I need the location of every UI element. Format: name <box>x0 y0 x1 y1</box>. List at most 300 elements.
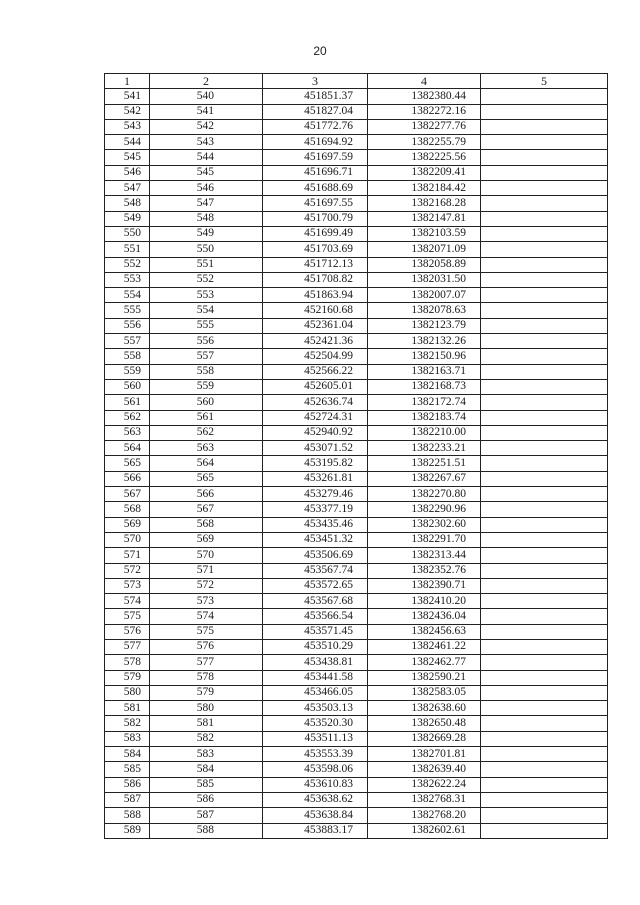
y-coordinate-cell: 1382277.76 <box>368 119 481 134</box>
y-coordinate-cell: 1382590.21 <box>368 670 481 685</box>
y-coordinate-cell: 1382147.81 <box>368 211 481 226</box>
table-row <box>105 517 608 532</box>
x-coordinate-cell: 453572.65 <box>263 578 368 593</box>
notes-cell <box>481 502 608 517</box>
y-coordinate-cell: 1382701.81 <box>368 747 481 762</box>
prev-point-cell: 569 <box>150 532 263 547</box>
notes-cell <box>481 456 608 471</box>
y-coordinate-cell: 1382583.05 <box>368 685 481 700</box>
notes-cell <box>481 685 608 700</box>
y-coordinate-cell: 1382291.70 <box>368 532 481 547</box>
x-coordinate-cell: 453566.54 <box>263 609 368 624</box>
notes-cell <box>481 318 608 333</box>
notes-cell <box>481 196 608 211</box>
prev-point-cell: 578 <box>150 670 263 685</box>
y-coordinate-cell: 1382168.28 <box>368 196 481 211</box>
notes-cell <box>481 349 608 364</box>
table-row <box>105 288 608 303</box>
notes-cell <box>481 792 608 807</box>
x-coordinate-cell: 453638.84 <box>263 808 368 823</box>
notes-cell <box>481 303 608 318</box>
point-number-cell: 551 <box>105 242 150 257</box>
point-number-cell: 572 <box>105 563 150 578</box>
x-coordinate-cell: 453466.05 <box>263 685 368 700</box>
x-coordinate-cell: 452724.31 <box>263 410 368 425</box>
y-coordinate-cell: 1382172.74 <box>368 395 481 410</box>
prev-point-cell: 560 <box>150 395 263 410</box>
y-coordinate-cell: 1382103.59 <box>368 226 481 241</box>
column-header-5: 5 <box>481 74 608 89</box>
prev-point-cell: 546 <box>150 181 263 196</box>
point-number-cell: 559 <box>105 364 150 379</box>
point-number-cell: 541 <box>105 89 150 104</box>
notes-cell <box>481 548 608 563</box>
table-row <box>105 334 608 349</box>
x-coordinate-cell: 451708.82 <box>263 272 368 287</box>
y-coordinate-cell: 1382270.80 <box>368 487 481 502</box>
prev-point-cell: 540 <box>150 89 263 104</box>
y-coordinate-cell: 1382031.50 <box>368 272 481 287</box>
notes-cell <box>481 395 608 410</box>
prev-point-cell: 563 <box>150 441 263 456</box>
point-number-cell: 579 <box>105 670 150 685</box>
table-row <box>105 135 608 150</box>
point-number-cell: 577 <box>105 639 150 654</box>
column-header-4: 4 <box>368 74 481 89</box>
x-coordinate-cell: 451863.94 <box>263 288 368 303</box>
prev-point-cell: 583 <box>150 747 263 762</box>
y-coordinate-cell: 1382251.51 <box>368 456 481 471</box>
x-coordinate-cell: 453553.39 <box>263 747 368 762</box>
point-number-cell: 544 <box>105 135 150 150</box>
table-row <box>105 364 608 379</box>
x-coordinate-cell: 452504.99 <box>263 349 368 364</box>
page-number: 20 <box>313 44 327 58</box>
x-coordinate-cell: 451851.37 <box>263 89 368 104</box>
table-row <box>105 379 608 394</box>
header-row <box>105 74 608 89</box>
point-number-cell: 553 <box>105 272 150 287</box>
prev-point-cell: 580 <box>150 701 263 716</box>
table-row <box>105 594 608 609</box>
prev-point-cell: 562 <box>150 425 263 440</box>
y-coordinate-cell: 1382461.22 <box>368 639 481 654</box>
point-number-cell: 560 <box>105 379 150 394</box>
x-coordinate-cell: 453510.29 <box>263 639 368 654</box>
notes-cell <box>481 119 608 134</box>
y-coordinate-cell: 1382436.04 <box>368 609 481 624</box>
x-coordinate-cell: 451697.59 <box>263 150 368 165</box>
y-coordinate-cell: 1382302.60 <box>368 517 481 532</box>
x-coordinate-cell: 453503.13 <box>263 701 368 716</box>
point-number-cell: 580 <box>105 685 150 700</box>
prev-point-cell: 561 <box>150 410 263 425</box>
table-row <box>105 792 608 807</box>
prev-point-cell: 541 <box>150 104 263 119</box>
prev-point-cell: 567 <box>150 502 263 517</box>
column-header-1: 1 <box>105 74 150 89</box>
x-coordinate-cell: 451827.04 <box>263 104 368 119</box>
table-row <box>105 257 608 272</box>
x-coordinate-cell: 452160.68 <box>263 303 368 318</box>
y-coordinate-cell: 1382210.00 <box>368 425 481 440</box>
point-number-cell: 587 <box>105 792 150 807</box>
point-number-cell: 565 <box>105 456 150 471</box>
notes-cell <box>481 532 608 547</box>
notes-cell <box>481 563 608 578</box>
notes-cell <box>481 701 608 716</box>
table-row <box>105 578 608 593</box>
notes-cell <box>481 716 608 731</box>
notes-cell <box>481 181 608 196</box>
notes-cell <box>481 670 608 685</box>
notes-cell <box>481 517 608 532</box>
y-coordinate-cell: 1382410.20 <box>368 594 481 609</box>
notes-cell <box>481 639 608 654</box>
x-coordinate-cell: 452566.22 <box>263 364 368 379</box>
notes-cell <box>481 441 608 456</box>
table-row <box>105 196 608 211</box>
x-coordinate-cell: 453567.68 <box>263 594 368 609</box>
y-coordinate-cell: 1382390.71 <box>368 578 481 593</box>
prev-point-cell: 579 <box>150 685 263 700</box>
y-coordinate-cell: 1382150.96 <box>368 349 481 364</box>
y-coordinate-cell: 1382255.79 <box>368 135 481 150</box>
y-coordinate-cell: 1382267.67 <box>368 471 481 486</box>
point-number-cell: 574 <box>105 594 150 609</box>
y-coordinate-cell: 1382184.42 <box>368 181 481 196</box>
point-number-cell: 546 <box>105 165 150 180</box>
table-row <box>105 211 608 226</box>
point-number-cell: 589 <box>105 823 150 838</box>
prev-point-cell: 568 <box>150 517 263 532</box>
point-number-cell: 557 <box>105 334 150 349</box>
coordinates-table <box>104 73 608 839</box>
point-number-cell: 573 <box>105 578 150 593</box>
table-row <box>105 410 608 425</box>
x-coordinate-cell: 451696.71 <box>263 165 368 180</box>
x-coordinate-cell: 453598.06 <box>263 762 368 777</box>
point-number-cell: 581 <box>105 701 150 716</box>
x-coordinate-cell: 453441.58 <box>263 670 368 685</box>
table-row <box>105 716 608 731</box>
table-row <box>105 150 608 165</box>
x-coordinate-cell: 453567.74 <box>263 563 368 578</box>
notes-cell <box>481 257 608 272</box>
x-coordinate-cell: 452361.04 <box>263 318 368 333</box>
y-coordinate-cell: 1382209.41 <box>368 165 481 180</box>
table-row <box>105 655 608 670</box>
point-number-cell: 571 <box>105 548 150 563</box>
y-coordinate-cell: 1382650.48 <box>368 716 481 731</box>
prev-point-cell: 587 <box>150 808 263 823</box>
table-row <box>105 762 608 777</box>
point-number-cell: 550 <box>105 226 150 241</box>
point-number-cell: 549 <box>105 211 150 226</box>
notes-cell <box>481 609 608 624</box>
table-row <box>105 685 608 700</box>
prev-point-cell: 585 <box>150 777 263 792</box>
notes-cell <box>481 242 608 257</box>
notes-cell <box>481 487 608 502</box>
notes-cell <box>481 410 608 425</box>
notes-cell <box>481 777 608 792</box>
y-coordinate-cell: 1382638.60 <box>368 701 481 716</box>
y-coordinate-cell: 1382272.16 <box>368 104 481 119</box>
y-coordinate-cell: 1382123.79 <box>368 318 481 333</box>
notes-cell <box>481 594 608 609</box>
prev-point-cell: 548 <box>150 211 263 226</box>
y-coordinate-cell: 1382078.63 <box>368 303 481 318</box>
prev-point-cell: 574 <box>150 609 263 624</box>
prev-point-cell: 559 <box>150 379 263 394</box>
table-row <box>105 609 608 624</box>
x-coordinate-cell: 451772.76 <box>263 119 368 134</box>
point-number-cell: 556 <box>105 318 150 333</box>
table-row <box>105 808 608 823</box>
point-number-cell: 547 <box>105 181 150 196</box>
point-number-cell: 567 <box>105 487 150 502</box>
x-coordinate-cell: 452605.01 <box>263 379 368 394</box>
point-number-cell: 568 <box>105 502 150 517</box>
notes-cell <box>481 226 608 241</box>
prev-point-cell: 584 <box>150 762 263 777</box>
y-coordinate-cell: 1382602.61 <box>368 823 481 838</box>
y-coordinate-cell: 1382071.09 <box>368 242 481 257</box>
table-row <box>105 242 608 257</box>
x-coordinate-cell: 452636.74 <box>263 395 368 410</box>
y-coordinate-cell: 1382132.26 <box>368 334 481 349</box>
x-coordinate-cell: 452421.36 <box>263 334 368 349</box>
notes-cell <box>481 211 608 226</box>
table-row <box>105 502 608 517</box>
table-row <box>105 639 608 654</box>
point-number-cell: 570 <box>105 532 150 547</box>
table-row <box>105 119 608 134</box>
notes-cell <box>481 425 608 440</box>
table-row <box>105 563 608 578</box>
point-number-cell: 575 <box>105 609 150 624</box>
x-coordinate-cell: 451703.69 <box>263 242 368 257</box>
table-row <box>105 318 608 333</box>
table-row <box>105 670 608 685</box>
table-row <box>105 532 608 547</box>
prev-point-cell: 554 <box>150 303 263 318</box>
x-coordinate-cell: 453435.46 <box>263 517 368 532</box>
y-coordinate-cell: 1382456.63 <box>368 624 481 639</box>
y-coordinate-cell: 1382462.77 <box>368 655 481 670</box>
x-coordinate-cell: 451712.13 <box>263 257 368 272</box>
prev-point-cell: 582 <box>150 731 263 746</box>
x-coordinate-cell: 453261.81 <box>263 471 368 486</box>
point-number-cell: 586 <box>105 777 150 792</box>
y-coordinate-cell: 1382768.31 <box>368 792 481 807</box>
notes-cell <box>481 471 608 486</box>
notes-cell <box>481 823 608 838</box>
y-coordinate-cell: 1382313.44 <box>368 548 481 563</box>
x-coordinate-cell: 451694.92 <box>263 135 368 150</box>
table-row <box>105 349 608 364</box>
x-coordinate-cell: 451699.49 <box>263 226 368 241</box>
notes-cell <box>481 135 608 150</box>
table-row <box>105 89 608 104</box>
x-coordinate-cell: 453506.69 <box>263 548 368 563</box>
table-row <box>105 747 608 762</box>
table-row <box>105 548 608 563</box>
y-coordinate-cell: 1382163.71 <box>368 364 481 379</box>
table-row <box>105 425 608 440</box>
prev-point-cell: 551 <box>150 257 263 272</box>
prev-point-cell: 558 <box>150 364 263 379</box>
prev-point-cell: 543 <box>150 135 263 150</box>
point-number-cell: 584 <box>105 747 150 762</box>
y-coordinate-cell: 1382183.74 <box>368 410 481 425</box>
column-header-3: 3 <box>263 74 368 89</box>
point-number-cell: 548 <box>105 196 150 211</box>
point-number-cell: 583 <box>105 731 150 746</box>
notes-cell <box>481 150 608 165</box>
point-number-cell: 566 <box>105 471 150 486</box>
table-row <box>105 272 608 287</box>
table-row <box>105 165 608 180</box>
x-coordinate-cell: 453377.19 <box>263 502 368 517</box>
x-coordinate-cell: 451700.79 <box>263 211 368 226</box>
prev-point-cell: 588 <box>150 823 263 838</box>
table-row <box>105 701 608 716</box>
prev-point-cell: 565 <box>150 471 263 486</box>
point-number-cell: 588 <box>105 808 150 823</box>
y-coordinate-cell: 1382225.56 <box>368 150 481 165</box>
prev-point-cell: 564 <box>150 456 263 471</box>
prev-point-cell: 557 <box>150 349 263 364</box>
x-coordinate-cell: 451688.69 <box>263 181 368 196</box>
prev-point-cell: 553 <box>150 288 263 303</box>
notes-cell <box>481 731 608 746</box>
notes-cell <box>481 288 608 303</box>
y-coordinate-cell: 1382168.73 <box>368 379 481 394</box>
x-coordinate-cell: 451697.55 <box>263 196 368 211</box>
y-coordinate-cell: 1382058.89 <box>368 257 481 272</box>
y-coordinate-cell: 1382007.07 <box>368 288 481 303</box>
point-number-cell: 558 <box>105 349 150 364</box>
notes-cell <box>481 808 608 823</box>
point-number-cell: 562 <box>105 410 150 425</box>
point-number-cell: 545 <box>105 150 150 165</box>
prev-point-cell: 570 <box>150 548 263 563</box>
prev-point-cell: 542 <box>150 119 263 134</box>
notes-cell <box>481 762 608 777</box>
prev-point-cell: 576 <box>150 639 263 654</box>
table-row <box>105 303 608 318</box>
table-row <box>105 777 608 792</box>
table-row <box>105 471 608 486</box>
point-number-cell: 542 <box>105 104 150 119</box>
notes-cell <box>481 655 608 670</box>
prev-point-cell: 549 <box>150 226 263 241</box>
prev-point-cell: 571 <box>150 563 263 578</box>
point-number-cell: 561 <box>105 395 150 410</box>
point-number-cell: 585 <box>105 762 150 777</box>
point-number-cell: 555 <box>105 303 150 318</box>
x-coordinate-cell: 453071.52 <box>263 441 368 456</box>
point-number-cell: 564 <box>105 441 150 456</box>
notes-cell <box>481 379 608 394</box>
notes-cell <box>481 272 608 287</box>
notes-cell <box>481 364 608 379</box>
table-row <box>105 226 608 241</box>
point-number-cell: 569 <box>105 517 150 532</box>
x-coordinate-cell: 453571.45 <box>263 624 368 639</box>
y-coordinate-cell: 1382669.28 <box>368 731 481 746</box>
x-coordinate-cell: 453438.81 <box>263 655 368 670</box>
x-coordinate-cell: 453195.82 <box>263 456 368 471</box>
x-coordinate-cell: 453511.13 <box>263 731 368 746</box>
point-number-cell: 582 <box>105 716 150 731</box>
x-coordinate-cell: 453883.17 <box>263 823 368 838</box>
table-row <box>105 441 608 456</box>
prev-point-cell: 552 <box>150 272 263 287</box>
column-header-2: 2 <box>150 74 263 89</box>
table-row <box>105 731 608 746</box>
x-coordinate-cell: 453451.32 <box>263 532 368 547</box>
x-coordinate-cell: 453638.62 <box>263 792 368 807</box>
notes-cell <box>481 104 608 119</box>
notes-cell <box>481 747 608 762</box>
table-row <box>105 456 608 471</box>
point-number-cell: 543 <box>105 119 150 134</box>
y-coordinate-cell: 1382768.20 <box>368 808 481 823</box>
prev-point-cell: 545 <box>150 165 263 180</box>
y-coordinate-cell: 1382233.21 <box>368 441 481 456</box>
prev-point-cell: 566 <box>150 487 263 502</box>
prev-point-cell: 555 <box>150 318 263 333</box>
prev-point-cell: 556 <box>150 334 263 349</box>
table-row <box>105 104 608 119</box>
point-number-cell: 552 <box>105 257 150 272</box>
y-coordinate-cell: 1382622.24 <box>368 777 481 792</box>
prev-point-cell: 581 <box>150 716 263 731</box>
notes-cell <box>481 624 608 639</box>
prev-point-cell: 544 <box>150 150 263 165</box>
table-row <box>105 395 608 410</box>
y-coordinate-cell: 1382352.76 <box>368 563 481 578</box>
table-row <box>105 624 608 639</box>
prev-point-cell: 547 <box>150 196 263 211</box>
y-coordinate-cell: 1382290.96 <box>368 502 481 517</box>
table-row <box>105 823 608 838</box>
prev-point-cell: 573 <box>150 594 263 609</box>
prev-point-cell: 586 <box>150 792 263 807</box>
notes-cell <box>481 89 608 104</box>
prev-point-cell: 575 <box>150 624 263 639</box>
x-coordinate-cell: 453520.30 <box>263 716 368 731</box>
x-coordinate-cell: 453279.46 <box>263 487 368 502</box>
notes-cell <box>481 165 608 180</box>
prev-point-cell: 550 <box>150 242 263 257</box>
y-coordinate-cell: 1382380.44 <box>368 89 481 104</box>
table-row <box>105 181 608 196</box>
point-number-cell: 563 <box>105 425 150 440</box>
table-body <box>105 89 608 839</box>
point-number-cell: 576 <box>105 624 150 639</box>
x-coordinate-cell: 452940.92 <box>263 425 368 440</box>
notes-cell <box>481 578 608 593</box>
table-row <box>105 487 608 502</box>
notes-cell <box>481 334 608 349</box>
point-number-cell: 578 <box>105 655 150 670</box>
point-number-cell: 554 <box>105 288 150 303</box>
y-coordinate-cell: 1382639.40 <box>368 762 481 777</box>
